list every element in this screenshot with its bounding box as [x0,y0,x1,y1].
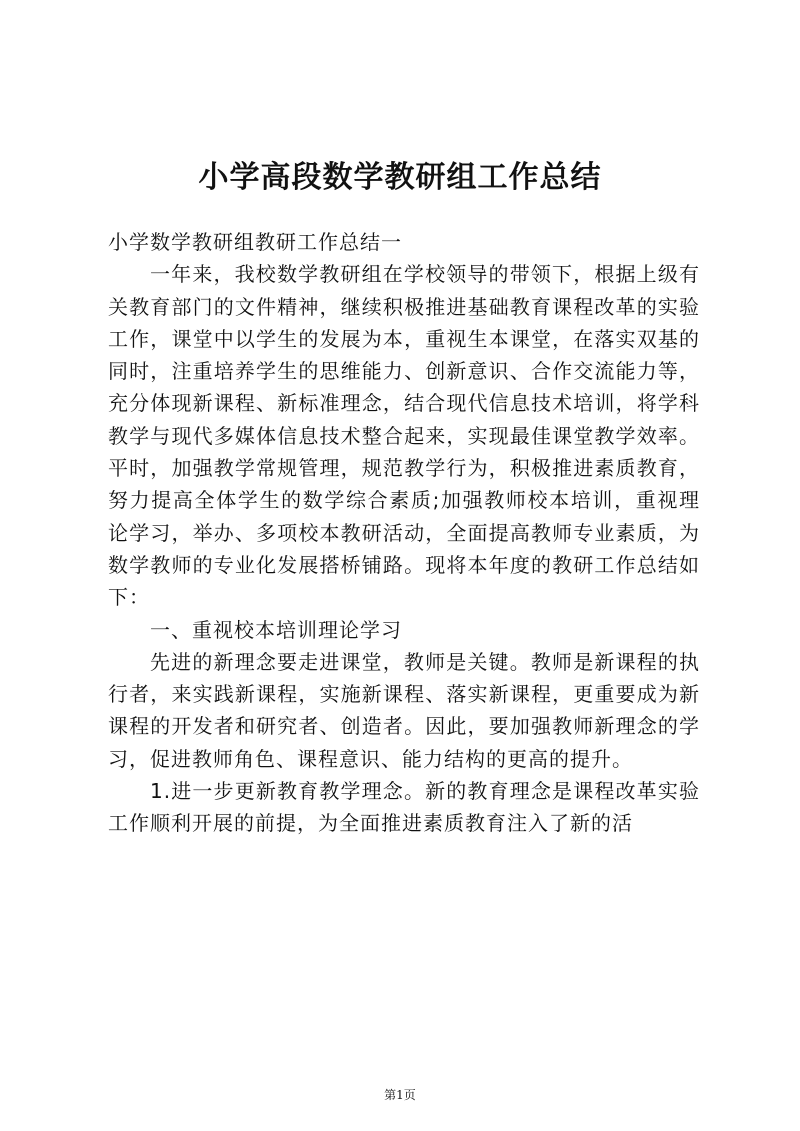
section-heading: 小学数学教研组教研工作总结一 [108,230,402,254]
paragraph-item-1: 1.进一步更新教育教学理念。新的教育理念是课程改革实验工作顺利开展的前提，为全面推进素质教育注入了新的活 [108,779,700,836]
section-heading-1: 一、重视校本培训理论学习 [150,617,402,642]
page-number: 第1页 [384,1088,416,1102]
paragraph-section-1: 先进的新理念要走进课堂，教师是关键。教师是新课程的执行者，来实践新课程，实施新课程、落实新课程，更重要成为新课程的开发者和研究者、创造者。因此，要加强教师新理念的学习，促进教师角色、课程意识、能力结构的更高的提升。 [108,649,700,771]
document-body [108,226,700,840]
paragraph-intro: 一年来，我校数学教研组在学校领导的带领下，根据上级有关教育部门的文件精神，继续积极推进基础教育课程改革的实验工作，课堂中以学生的发展为本，重视生本课堂，在落实双基的同时，注重培养学生的思维能力、创新意识、合作交流能力等，充分体现新课程、新标准理念，结合现代信息技术培训，将学科教学与现代多媒体信息技术整合起来，实现最佳课堂教学效率。平时，加强教学常规管理，规范教学行为，积极推进素质教育，努力提高全体学生的数学综合素质;加强教师校本培训，重视理论学习，举办、多项校本教研活动，全面提高教师专业素质，为数学教师的专业化发展搭桥铺路。现将本年度的教研工作总结如下： [108,262,700,610]
document-title: 小学高段数学教研组工作总结 [198,160,602,195]
